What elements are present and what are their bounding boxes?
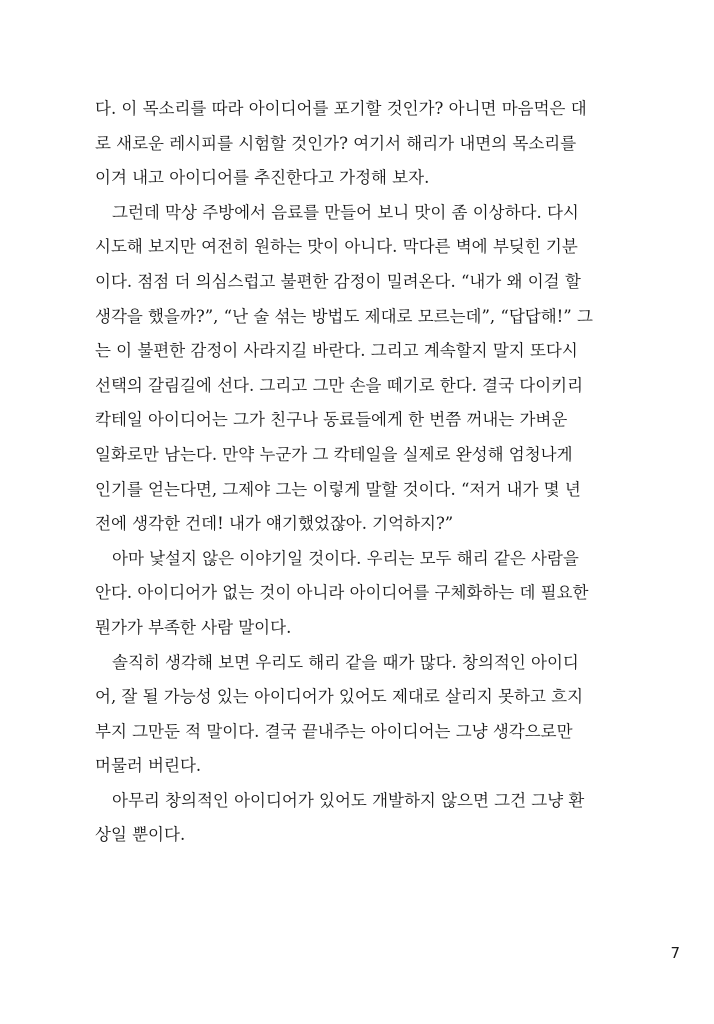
text-line: 솔직히 생각해 보면 우리도 해리 같을 때가 많다. 창의적인 아이디 <box>112 652 579 672</box>
text-line: 그런데 막상 주방에서 음료를 만들어 보니 맛이 좀 이상하다. 다시 <box>112 202 579 222</box>
text-line: 칵테일 아이디어는 그가 친구나 동료들에게 한 번쯤 꺼내는 가벼운 <box>95 410 568 430</box>
text-line: 선택의 갈림길에 선다. 그리고 그만 손을 떼기로 한다. 결국 다이키리 <box>95 375 584 395</box>
text-line: 는 이 불편한 감정이 사라지길 바란다. 그리고 계속할지 말지 또다시 <box>95 341 578 361</box>
text-line: 생각을 했을까?”, “난 술 섞는 방법도 제대로 모르는데”, “답답해!” 그 <box>95 306 593 326</box>
text-line: 전에 생각한 건데! 내가 얘기했었잖아. 기억하지?” <box>95 514 454 534</box>
text-line: 이다. 점점 더 의심스럽고 불편한 감정이 밀려온다. “내가 왜 이걸 할 <box>95 271 581 291</box>
text-line: 어, 잘 될 가능성 있는 아이디어가 있어도 제대로 살리지 못하고 흐지 <box>95 687 584 707</box>
text-line: 뭔가가 부족한 사람 말이다. <box>95 617 292 637</box>
body-text <box>95 92 593 853</box>
text-line: 다. 이 목소리를 따라 아이디어를 포기할 것인가? 아니면 마음먹은 대 <box>95 99 587 118</box>
text-line: 머물러 버린다. <box>95 756 202 776</box>
text-line: 로 새로운 레시피를 시험할 것인가? 여기서 해리가 내면의 목소리를 <box>95 133 577 153</box>
text-line: 인기를 얻는다면, 그제야 그는 이렇게 말할 것이다. “저거 내가 몇 년 <box>95 479 581 499</box>
text-line: 부지 그만둔 적 말이다. 결국 끝내주는 아이디어는 그냥 생각으로만 <box>95 721 573 741</box>
text-line: 아마 낯설지 않은 이야기일 것이다. 우리는 모두 해리 같은 사람을 <box>112 548 579 568</box>
page-number: 7 <box>670 944 680 962</box>
text-line: 이겨 내고 아이디어를 추진한다고 가정해 보자. <box>95 168 430 188</box>
text-line: 안다. 아이디어가 없는 것이 아니라 아이디어를 구체화하는 데 필요한 <box>95 583 589 603</box>
text-line: 상일 뿐이다. <box>95 825 186 845</box>
text-line: 시도해 보지만 여전히 원하는 맛이 아니다. 막다른 벽에 부딪힌 기분 <box>95 237 578 257</box>
text-line: 일화로만 남는다. 만약 누군가 그 칵테일을 실제로 완성해 엄청나게 <box>95 444 573 464</box>
text-line: 아무리 창의적인 아이디어가 있어도 개발하지 않으면 그건 그냥 환 <box>112 790 585 810</box>
